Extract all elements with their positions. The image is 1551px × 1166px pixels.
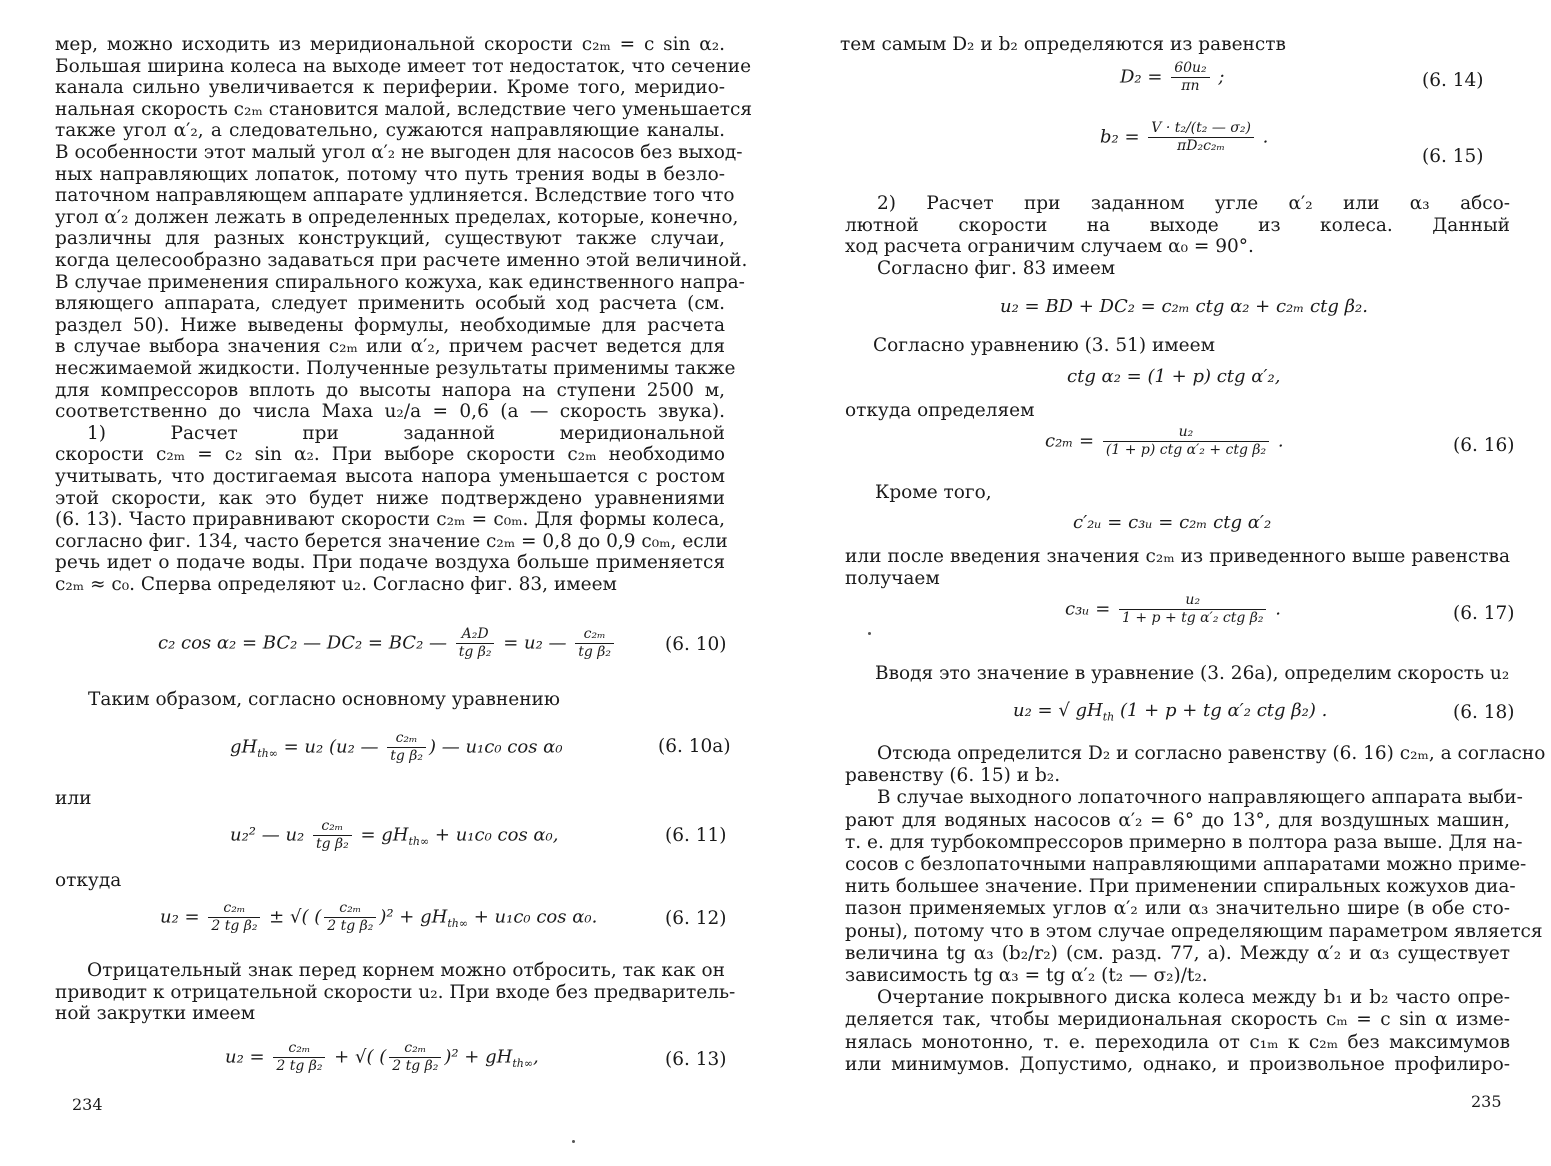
paragraph-line: также угол α′₂, а следовательно, сужаются направляющие каналы. [55,120,725,142]
paragraph-line: Вводя это значение в уравнение (3. 26a), определим скорость u₂ [875,663,1510,684]
equation-number-6-12: (6. 12) [665,908,727,929]
paragraph-line: Кроме того, [875,482,992,503]
paragraph-line: Таким образом, согласно основному уравнению [88,689,560,710]
paragraph-line: мер, можно исходить из меридиональной скорости c₂ₘ = c sin α₂. [55,34,725,55]
paragraph-line: 1) Расчет при заданной меридиональной [87,422,725,444]
paragraph-line: раздел 50). Ниже выведены формулы, необходимые для расчета [55,314,725,336]
equation-6-10: c₂ cos α₂ = BC₂ — DC₂ = BC₂ — $\frac{\text{A₂D}}{\text{tg β₂}}$ = u₂ — $\frac{\text{c₂ₘ}}{\text{tg β₂}}$ [158,626,617,661]
paragraph-line: Большая ширина колеса на выходе имеет тот недостаток, что сечение [55,55,752,77]
paragraph-line: величина tg α₃ (b₂/r₂) (см. разд. 77, а). Между α′₂ и α₃ существует [845,942,1510,964]
paragraph-line: скорости c₂ₘ = c₂ sin α₂. При выборе скорости c₂ₘ необходимо [55,444,725,466]
equation-c2u: c′₂ᵤ = c₃ᵤ = c₂ₘ ctg α′₂ [1073,512,1272,533]
paragraph-line: в случае выбора значения c₂ₘ или α′₂, причем расчет ведется для [55,336,725,358]
equation-u2: u₂ = BD + DC₂ = c₂ₘ ctg α₂ + c₂ₘ ctg β₂. [1000,296,1368,317]
paragraph-line: учитывать, что достигаемая высота напора уменьшается с ростом [55,466,725,487]
paragraph-line: вляющего аппарата, следует применить особый ход расчета (см. [55,293,725,315]
paragraph-line: рают для водяных насосов α′₂ = 6° до 13°, для воздушных машин, [845,809,1510,831]
paragraph-line: В случае выходного лопаточного направляющего аппарата выби- [877,787,1523,809]
paragraph-line: паточном направляющем аппарате удлиняется. Вследствие того что [55,185,735,207]
equation-6-15: b₂ = $\frac{\text{V · t₂/(t₂ — σ₂)}}{\text{πD₂c₂ₘ}}$ . [1100,120,1269,154]
paragraph-line: когда целесообразно задаваться при расчете именно этой величиной. [55,250,748,271]
equation-6-17: c₃ᵤ = $\frac{\text{u₂}}{\text{1 + p + tg α′₂ ctg β₂}}$ . [1065,592,1281,626]
equation-6-10a: $gH_{th\infty} = u_2$ (u₂ — $\frac{\text{c₂ₘ}}{\text{tg β₂}}$ ) — u₁c₀ cos α₀ [230,730,563,764]
paragraph-line: В особенности этот малый угол α′₂ не выгоден для насосов без выход- [55,142,743,163]
paragraph-line: 2) Расчет при заданном угле α′₂ или α₃ абсо- [877,193,1510,214]
equation-6-13: u₂ = $\frac{\text{c₂ₘ}}{\text{2 tg β₂}}$ + √( ( $\frac{\text{c₂ₘ}}{\text{2 tg β₂}}$ )$^2 + gH_{th\infty}$, [225,1040,539,1074]
paragraph-line: несжимаемой жидкости. Полученные результаты применимы также [55,358,736,379]
equation-6-16: c₂ₘ = $\frac{\text{u₂}}{\text{(1 + p) ctg α′₂ + ctg β₂}}$ . [1045,424,1284,458]
paragraph-line: Отрицательный знак перед корнем можно отбросить, так как он [87,960,725,981]
paragraph-line: или после введения значения c₂ₘ из приведенного выше равенства [845,546,1510,567]
paragraph-line: ной закрутки имеем [55,1003,256,1025]
equation-number-6-17: (6. 17) [1453,603,1515,624]
paragraph-line: c₂ₘ ≈ c₀. Сперва определяют u₂. Согласно фиг. 83, имеем [55,574,617,595]
equation-6-18: u₂ = √ $gH_{th}$ (1 + p + tg α′₂ ctg β₂) . [1013,700,1328,724]
equation-number-6-10a: (6. 10a) [658,736,731,757]
paragraph-line: Согласно фиг. 83 имеем [877,257,1116,279]
equation-number-6-13: (6. 13) [665,1049,727,1070]
paragraph-line: тем самым D₂ и b₂ определяются из равенств [840,34,1286,55]
paragraph-line: роны), потому что в этом случае определяющим параметром является [845,920,1543,942]
paragraph-line: Очертание покрывного диска колеса между b₁ и b₂ часто опре- [877,987,1510,1009]
page-number: 234 [72,1095,103,1114]
equation-number-6-11: (6. 11) [665,825,727,846]
paragraph-line: или минимумов. Допустимо, однако, и произвольное профилиро- [845,1053,1510,1075]
paragraph-line: для компрессоров вплоть до высоты напора на ступени 2500 м, [55,379,725,401]
paragraph-line: пазон применяемых углов α′₂ или α₃ значительно шире (в обе сто- [845,898,1510,920]
paragraph-line: Согласно уравнению (3. 51) имеем [873,335,1215,356]
paragraph-line: сосов с безлопаточными направляющими аппаратами можно приме- [845,854,1527,875]
paragraph-line: различны для разных конструкций, существуют также случаи, [55,228,725,250]
right-page [775,0,1551,1166]
paragraph-line: этой скорости, как это будет ниже подтверждено уравнениями [55,487,725,509]
equation-number-6-10: (6. 10) [665,634,727,655]
equation-6-11: u₂² — u₂ $\frac{\text{c₂ₘ}}{\text{tg β₂}}$ = $gH_{th\infty} + u_1c_0$ cos α₀, [230,818,559,852]
paragraph-line: В случае применения спирального кожуха, как единственного напра- [55,271,745,293]
paragraph-line: лютной скорости на выходе из колеса. Данный [845,214,1510,236]
equation-number-6-18: (6. 18) [1453,702,1515,723]
equation-number-6-16: (6. 16) [1453,435,1515,456]
paragraph-line: нальная скорость c₂ₘ становится малой, вследствие чего уменьшается [55,98,753,120]
paragraph-line: деляется так, чтобы меридиональная скорость cₘ = c sin α изме- [845,1009,1510,1031]
paragraph-line: нить большее значение. При применении спиральных кожухов диа- [845,876,1516,898]
paragraph-line: ход расчета ограничим случаем α₀ = 90°. [845,236,1254,258]
paragraph-line: т. е. для турбокомпрессоров примерно в полтора раза выше. Для на- [845,831,1523,853]
equation-6-14: D₂ = $\frac{\text{60u₂}}{\pi n}$ ; [1120,60,1225,94]
paragraph-line: нялась монотонно, т. е. переходила от c₁ₘ к c₂ₘ без максимумов [845,1031,1510,1053]
paragraph-line: ных направляющих лопаток, потому что путь трения воды в безло- [55,163,725,185]
paragraph-line: речь идет о подаче воды. При подаче воздуха больше применяется [55,552,725,574]
paragraph-line: приводит к отрицательной скорости u₂. При входе без предваритель- [55,981,736,1003]
paragraph-line: получаем [845,567,940,589]
paragraph-line: (6. 13). Часто приравнивают скорости c₂ₘ = c₀ₘ. Для формы колеса, [55,509,725,531]
paragraph-line: откуда определяем [845,400,1035,421]
paragraph-line: Отсюда определится D₂ и согласно равенству (6. 16) c₂ₘ, а согласно [877,743,1546,764]
equation-6-12: u₂ = $\frac{\text{c₂ₘ}}{\text{2 tg β₂}}$ ± √( ( $\frac{\text{c₂ₘ}}{\text{2 tg β₂}}$ )$^2 + gH_{th\infty} + u_1c_0$ cos α₀. [160,900,598,934]
paragraph-line: согласно фиг. 134, часто берется значение c₂ₘ = 0,8 до 0,9 c₀ₘ, если [55,530,728,552]
paragraph-line: или [55,788,92,809]
equation-number-6-14: (6. 14) [1422,70,1484,91]
paragraph-line: зависимость tg α₃ = tg α′₂ (t₂ — σ₂)/t₂. [845,965,1208,986]
page-number: 235 [1471,1092,1502,1111]
left-page [0,0,775,1166]
paragraph-line: канала сильно увеличивается к периферии. Кроме того, меридио- [55,77,725,99]
scan-speck [572,1140,575,1143]
paragraph-line: угол α′₂ должен лежать в определенных пределах, которые, конечно, [55,206,739,228]
paragraph-line: откуда [55,870,122,891]
equation-ctg: ctg α₂ = (1 + p) ctg α′₂, [1067,366,1281,387]
paragraph-line: равенству (6. 15) и b₂. [845,765,1061,787]
equation-number-6-15: (6. 15) [1422,146,1484,167]
scan-speck [868,632,871,635]
paragraph-line: соответственно до числа Маха u₂/a = 0,6 (a — скорость звука). [55,401,725,423]
